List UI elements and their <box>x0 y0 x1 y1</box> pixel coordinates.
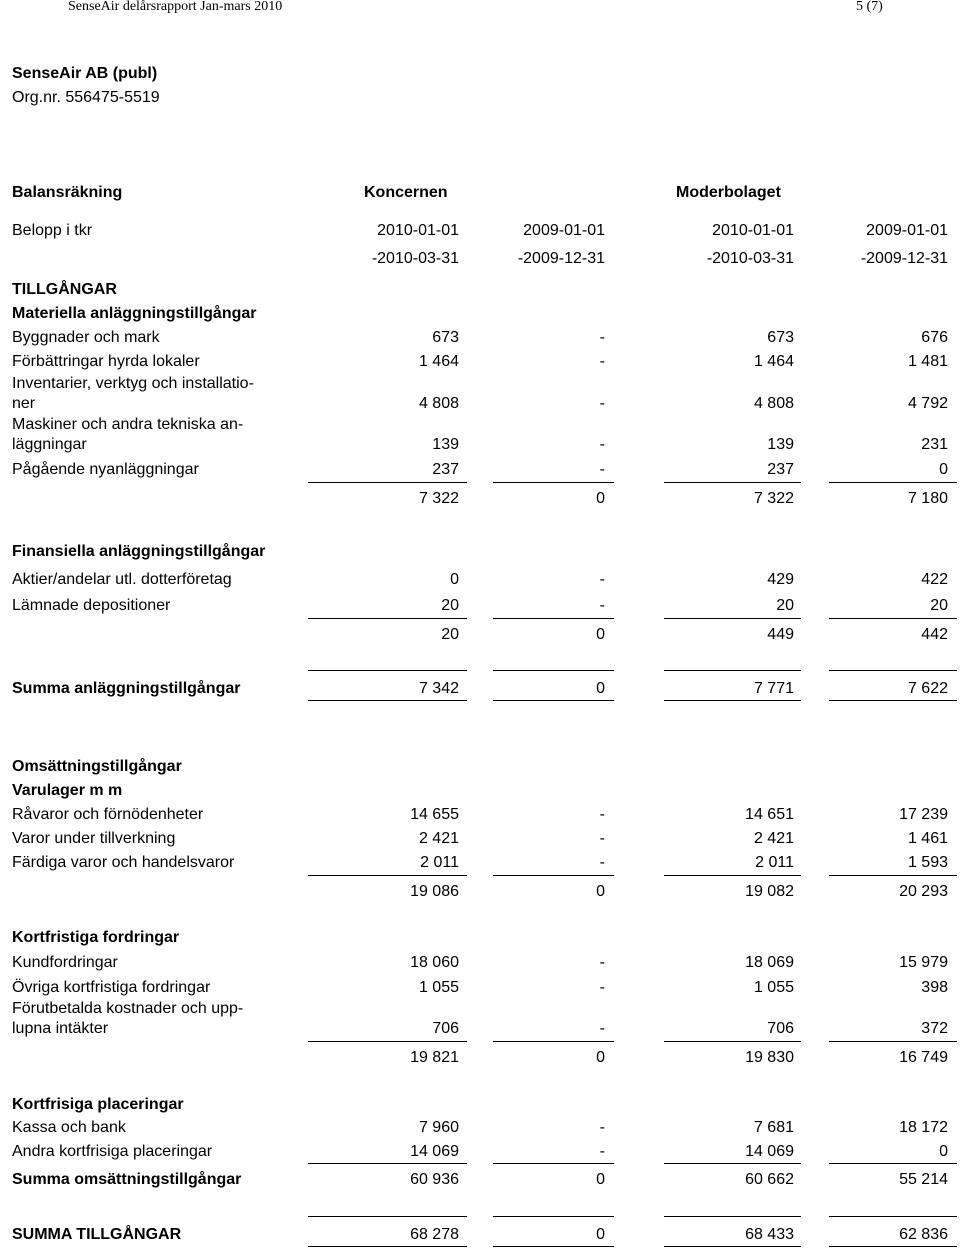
underline <box>664 1163 801 1164</box>
total-value: 0 <box>596 680 605 697</box>
col4-date-from: 2009-01-01 <box>866 222 948 239</box>
underline <box>308 1216 467 1217</box>
row-value: 18 060 <box>410 954 459 971</box>
row-value: 372 <box>921 1020 948 1037</box>
underline <box>308 1246 467 1247</box>
underline <box>308 670 467 671</box>
row-value: 1 464 <box>418 353 459 370</box>
row-label: Kassa och bank <box>12 1119 126 1136</box>
row-label: Förbättringar hyrda lokaler <box>12 353 200 370</box>
grand-total-value: 62 836 <box>899 1226 948 1243</box>
row-label: Kundfordringar <box>12 954 118 971</box>
row-value: 139 <box>767 436 794 453</box>
col3-date-to: -2010-03-31 <box>706 250 794 267</box>
heading-kortfristiga-placeringar: Kortfrisiga placeringar <box>12 1096 184 1113</box>
grand-total-value: 68 278 <box>410 1226 459 1243</box>
grand-total-value: 68 433 <box>745 1226 794 1243</box>
row-value: 14 655 <box>410 806 459 823</box>
row-value: 20 <box>776 597 794 614</box>
underline <box>664 1216 801 1217</box>
row-value: - <box>599 954 605 971</box>
row-label: Pågående nyanläggningar <box>12 461 199 478</box>
row-value: 4 808 <box>418 395 459 412</box>
subtotal-value: 20 293 <box>899 883 948 900</box>
col3-date-from: 2010-01-01 <box>712 222 794 239</box>
total-value: 7 771 <box>753 680 794 697</box>
row-value: 1 481 <box>907 353 948 370</box>
group-koncernen: Koncernen <box>364 184 448 201</box>
row-value: - <box>599 806 605 823</box>
col4-date-to: -2009-12-31 <box>860 250 948 267</box>
row-value: 0 <box>450 571 459 588</box>
row-value: 429 <box>767 571 794 588</box>
heading-finansiella: Finansiella anläggningstillgångar <box>12 543 266 560</box>
underline <box>493 875 614 876</box>
underline <box>308 1163 467 1164</box>
total-label: Summa omsättningstillgångar <box>12 1171 242 1188</box>
subtotal-value: 19 830 <box>745 1049 794 1066</box>
row-value: 2 421 <box>418 830 459 847</box>
row-value: 2 421 <box>753 830 794 847</box>
col2-date-to: -2009-12-31 <box>517 250 605 267</box>
underline <box>308 618 467 619</box>
underline <box>493 1163 614 1164</box>
subtotal-value: 16 749 <box>899 1049 948 1066</box>
underline <box>664 1246 801 1247</box>
row-label: Varor under tillverkning <box>12 830 176 847</box>
row-value: 17 239 <box>899 806 948 823</box>
total-value: 7 622 <box>907 680 948 697</box>
subtotal-value: 449 <box>767 626 794 643</box>
underline <box>308 482 467 483</box>
row-value: - <box>599 979 605 996</box>
underline <box>829 1246 957 1247</box>
grand-total-value: 0 <box>596 1226 605 1243</box>
underline <box>664 700 801 701</box>
underline <box>664 618 801 619</box>
row-value: 237 <box>767 461 794 478</box>
col1-date-to: -2010-03-31 <box>371 250 459 267</box>
underline <box>493 670 614 671</box>
underline <box>493 482 614 483</box>
org-number: Org.nr. 556475-5519 <box>12 89 160 106</box>
subtotal-value: 7 322 <box>418 490 459 507</box>
underline <box>308 875 467 876</box>
row-value: - <box>599 329 605 346</box>
row-value: - <box>599 1119 605 1136</box>
row-label: Förutbetalda kostnader och upp- <box>12 1000 244 1017</box>
row-label-continued: lupna intäkter <box>12 1020 109 1037</box>
heading-materiella: Materiella anläggningstillgångar <box>12 305 257 322</box>
total-value: 55 214 <box>899 1171 948 1188</box>
underline <box>493 1246 614 1247</box>
row-value: 422 <box>921 571 948 588</box>
row-value: 0 <box>939 461 948 478</box>
underline <box>829 875 957 876</box>
total-value: 60 936 <box>410 1171 459 1188</box>
subtotal-value: 0 <box>596 626 605 643</box>
row-value: 18 069 <box>745 954 794 971</box>
group-moderbolaget: Moderbolaget <box>676 184 781 201</box>
row-value: 4 808 <box>753 395 794 412</box>
row-label: Andra kortfrisiga placeringar <box>12 1143 213 1160</box>
row-value: 1 055 <box>753 979 794 996</box>
unit-label: Belopp i tkr <box>12 222 93 239</box>
row-value: - <box>599 1143 605 1160</box>
row-value: 4 792 <box>907 395 948 412</box>
row-value: - <box>599 854 605 871</box>
row-value: 398 <box>921 979 948 996</box>
grand-total-label: SUMMA TILLGÅNGAR <box>12 1226 182 1243</box>
underline <box>308 700 467 701</box>
page-header <box>0 0 960 22</box>
row-label: Maskiner och andra tekniska an- <box>12 416 244 433</box>
row-value: 14 069 <box>410 1143 459 1160</box>
row-label: Lämnade depositioner <box>12 597 171 614</box>
row-label: Råvaror och förnödenheter <box>12 806 204 823</box>
underline <box>829 618 957 619</box>
row-value: - <box>599 597 605 614</box>
row-value: 2 011 <box>420 854 459 871</box>
total-value: 7 342 <box>418 680 459 697</box>
row-value: 20 <box>930 597 948 614</box>
heading-tillgangar: TILLGÅNGAR <box>12 281 117 298</box>
underline <box>493 700 614 701</box>
col2-date-from: 2009-01-01 <box>523 222 605 239</box>
row-value: 706 <box>432 1020 459 1037</box>
underline <box>829 700 957 701</box>
report-title: SenseAir delårsrapport Jan-mars 2010 <box>68 0 283 14</box>
row-value: 15 979 <box>899 954 948 971</box>
row-value: 1 055 <box>418 979 459 996</box>
row-value: - <box>599 461 605 478</box>
total-value: 0 <box>596 1171 605 1188</box>
heading-kortfristiga-fordringar: Kortfristiga fordringar <box>12 929 180 946</box>
row-value: 706 <box>767 1020 794 1037</box>
row-label: Färdiga varor och handelsvaror <box>12 854 235 871</box>
row-label-continued: läggningar <box>12 436 87 453</box>
subtotal-value: 0 <box>596 1049 605 1066</box>
heading-varulager: Varulager m m <box>12 782 123 799</box>
row-value: 673 <box>767 329 794 346</box>
underline <box>493 618 614 619</box>
row-value: - <box>599 436 605 453</box>
row-value: 14 069 <box>745 1143 794 1160</box>
row-label: Inventarier, verktyg och installatio- <box>12 375 254 392</box>
underline <box>829 670 957 671</box>
subtotal-value: 19 082 <box>745 883 794 900</box>
row-label: Övriga kortfristiga fordringar <box>12 979 211 996</box>
row-value: - <box>599 571 605 588</box>
underline <box>829 482 957 483</box>
row-value: 2 011 <box>755 854 794 871</box>
underline <box>664 670 801 671</box>
subtotal-value: 7 180 <box>907 490 948 507</box>
row-label-continued: ner <box>12 395 36 412</box>
total-label: Summa anläggningstillgångar <box>12 680 241 697</box>
heading-omsattning: Omsättningstillgångar <box>12 758 182 775</box>
row-value: 1 593 <box>907 854 948 871</box>
subtotal-value: 20 <box>441 626 459 643</box>
row-value: 231 <box>921 436 948 453</box>
subtotal-value: 0 <box>596 883 605 900</box>
underline <box>829 1163 957 1164</box>
col1-date-from: 2010-01-01 <box>377 222 459 239</box>
row-label: Byggnader och mark <box>12 329 160 346</box>
row-value: 20 <box>441 597 459 614</box>
underline <box>308 1041 467 1042</box>
row-value: 676 <box>921 329 948 346</box>
underline <box>493 1041 614 1042</box>
row-value: - <box>599 395 605 412</box>
underline <box>829 1041 957 1042</box>
underline <box>493 1216 614 1217</box>
total-value: 60 662 <box>745 1171 794 1188</box>
row-value: - <box>599 1020 605 1037</box>
row-value: 18 172 <box>899 1119 948 1136</box>
row-value: 1 461 <box>907 830 948 847</box>
row-value: - <box>599 830 605 847</box>
row-value: 7 681 <box>753 1119 794 1136</box>
row-value: 1 464 <box>753 353 794 370</box>
row-value: 139 <box>432 436 459 453</box>
underline <box>664 875 801 876</box>
underline <box>664 1041 801 1042</box>
subtotal-value: 442 <box>921 626 948 643</box>
underline <box>829 1216 957 1217</box>
subtotal-value: 0 <box>596 490 605 507</box>
balance-sheet-title: Balansräkning <box>12 184 123 201</box>
row-value: 0 <box>939 1143 948 1160</box>
row-value: 673 <box>432 329 459 346</box>
row-value: - <box>599 353 605 370</box>
subtotal-value: 7 322 <box>753 490 794 507</box>
row-value: 7 960 <box>418 1119 459 1136</box>
underline <box>664 482 801 483</box>
row-label: Aktier/andelar utl. dotterföretag <box>12 571 232 588</box>
row-value: 14 651 <box>745 806 794 823</box>
page-number: 5 (7) <box>856 0 883 14</box>
row-value: 237 <box>432 461 459 478</box>
subtotal-value: 19 821 <box>410 1049 459 1066</box>
company-name: SenseAir AB (publ) <box>12 65 158 82</box>
subtotal-value: 19 086 <box>410 883 459 900</box>
